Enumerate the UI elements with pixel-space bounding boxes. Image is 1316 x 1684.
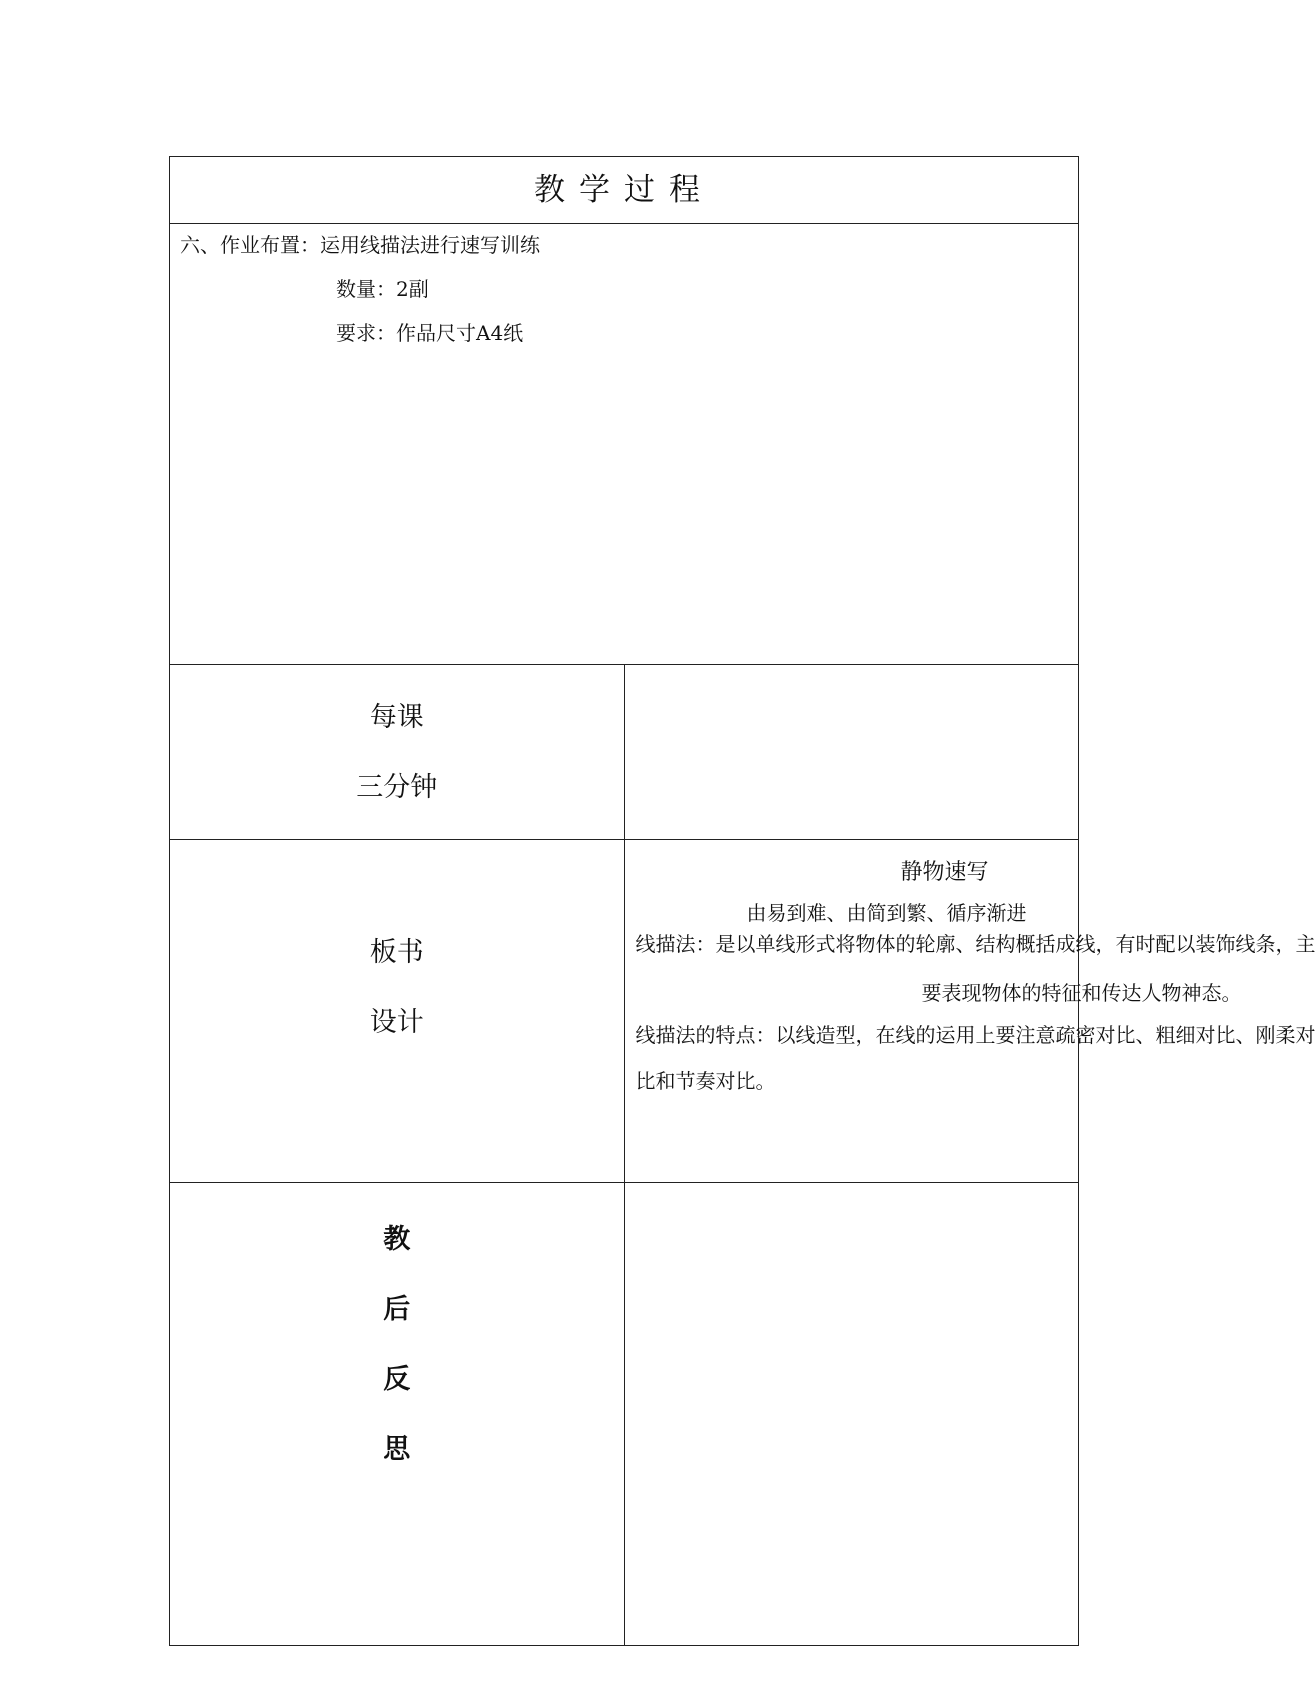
reflection-label-cell [170,1183,625,1646]
table-header: 教学过程 [170,157,1079,224]
reflection-char-1: 教 [383,1224,411,1255]
board-label-line2: 设计 [369,1007,424,1038]
lesson-plan-table [169,156,1316,1646]
board-line-1: 线描法：是以单线形式将物体的轮廓、结构概括成线，有时配以装饰线条，主 [635,932,1316,956]
board-content-cell [624,840,1316,1183]
board-line-4: 比和节奏对比。 [635,1069,776,1093]
daily-content-cell [624,665,1079,840]
reflection-row [170,1183,1079,1646]
board-line-3: 线描法的特点：以线造型，在线的运用上要注意疏密对比、粗细对比、刚柔对 [635,1023,1316,1047]
reflection-char-3: 反 [383,1364,411,1395]
daily-label-line2: 三分钟 [356,772,438,803]
homework-cell [170,224,1079,665]
board-label-line1: 板书 [369,937,424,968]
daily-label-line1: 每课 [369,702,424,733]
homework-requirement: 要求：作品尺寸A4纸 [336,321,524,345]
reflection-content-cell [624,1183,1079,1646]
board-subtitle: 由易到难、由简到繁、循序渐进 [746,901,1027,925]
daily-three-minutes-row [170,665,1079,840]
header-row [170,157,1079,224]
board-title: 静物速写 [900,860,989,885]
board-label-cell [170,840,625,1183]
reflection-char-2: 后 [383,1294,411,1325]
homework-assignment: 六、作业布置：运用线描法进行速写训练 [180,233,540,257]
daily-label-cell [170,665,625,840]
board-line-2: 要表现物体的特征和传达人物神态。 [921,981,1242,1005]
homework-row [170,224,1079,665]
board-design-row [170,840,1079,1183]
homework-quantity: 数量：2副 [336,277,429,301]
reflection-char-4: 思 [383,1434,411,1465]
